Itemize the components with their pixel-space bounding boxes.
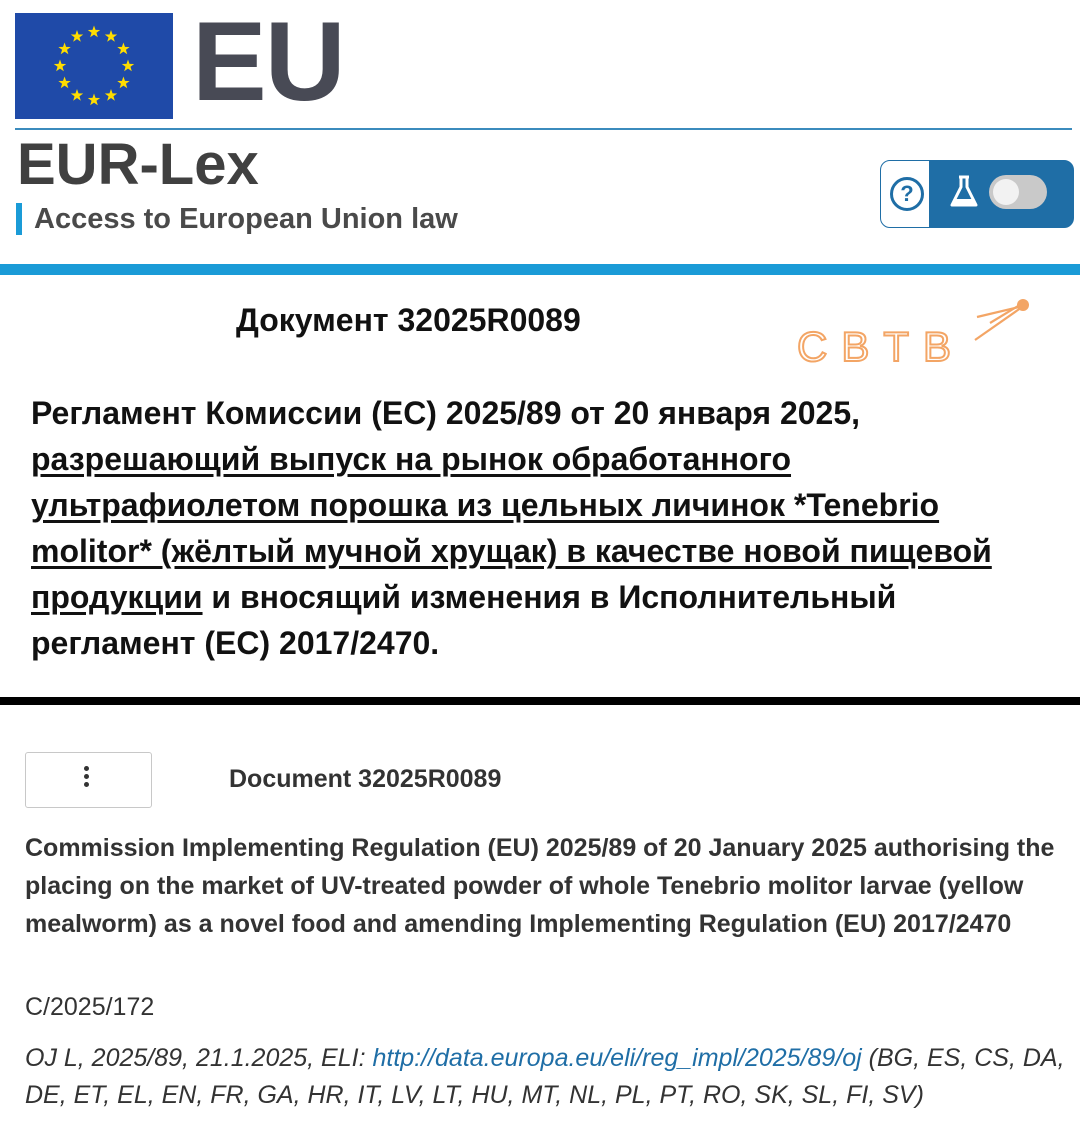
flag-star bbox=[88, 94, 100, 106]
flag-star bbox=[117, 43, 129, 55]
experimental-features-toggle[interactable] bbox=[989, 175, 1047, 209]
document-menu-button[interactable] bbox=[25, 752, 152, 808]
site-tagline: Access to European Union law bbox=[34, 203, 458, 235]
flag-star bbox=[105, 30, 117, 42]
watermark-text: CBTB bbox=[797, 323, 966, 370]
en-oj-reference bbox=[25, 1040, 1070, 1114]
toggle-knob bbox=[993, 179, 1019, 205]
language-list: (BG, ES, CS, DA, DE, ET, EL, EN, FR, GA, HR, IT, LV, LT, HU, MT, NL, PL, PT, RO, SK, SL, FI, SV) bbox=[25, 1044, 1065, 1109]
flag-star bbox=[58, 43, 70, 55]
flag-star bbox=[58, 77, 70, 89]
header-tools bbox=[880, 160, 1074, 228]
oj-prefix: OJ L, 2025/89, 21.1.2025, ELI: bbox=[25, 1044, 373, 1072]
ru-document-number: Документ 32025R0089 bbox=[236, 302, 581, 338]
en-document-number: Document 32025R0089 bbox=[229, 765, 502, 793]
cbtb-watermark bbox=[795, 295, 1035, 375]
flask-icon[interactable] bbox=[949, 175, 979, 214]
eu-logo-text[interactable]: EU bbox=[192, 0, 344, 124]
header-bottom-bar bbox=[0, 264, 1080, 275]
ru-document-title bbox=[31, 390, 1061, 666]
eu-flag-icon bbox=[15, 13, 173, 119]
ru-title-underlined: разрешающий выпуск на рынок обработанного ультрафиолетом порошка из цельных личинок *Tenebrio molitor* (жёлтый мучной хрущак) в качестве новой пищевой продукции bbox=[31, 441, 992, 615]
flag-star bbox=[117, 77, 129, 89]
help-button[interactable] bbox=[881, 161, 929, 227]
section-divider bbox=[0, 697, 1080, 705]
en-document-reference: C/2025/172 bbox=[25, 993, 155, 1021]
en-document-title: Commission Implementing Regulation (EU) 2025/89 of 20 January 2025 authorising the placing on the market of UV-treated powder of whole Tenebrio molitor larvae (yellow mealworm) as a novel food and amending Implementing Regulation (EU) 2017/2470 bbox=[25, 834, 1055, 938]
ru-title-part1: Регламент Комиссии (ЕС) 2025/89 от 20 января 2025, bbox=[31, 395, 861, 431]
flag-star bbox=[71, 89, 83, 101]
header-divider bbox=[15, 128, 1072, 130]
tagline-accent bbox=[16, 203, 22, 235]
flag-star bbox=[105, 89, 117, 101]
flag-star bbox=[122, 60, 134, 72]
eli-link[interactable]: http://data.europa.eu/eli/reg_impl/2025/89/oj bbox=[372, 1044, 862, 1072]
flag-star bbox=[54, 60, 66, 72]
flag-star bbox=[71, 30, 83, 42]
help-icon[interactable]: ? bbox=[890, 177, 924, 211]
ru-title-part2: и вносящий изменения в Исполнительный регламент (ЕС) 2017/2470. bbox=[31, 579, 897, 661]
more-vertical-icon bbox=[84, 766, 90, 790]
flag-star bbox=[88, 26, 100, 38]
site-name[interactable]: EUR-Lex bbox=[17, 132, 259, 197]
